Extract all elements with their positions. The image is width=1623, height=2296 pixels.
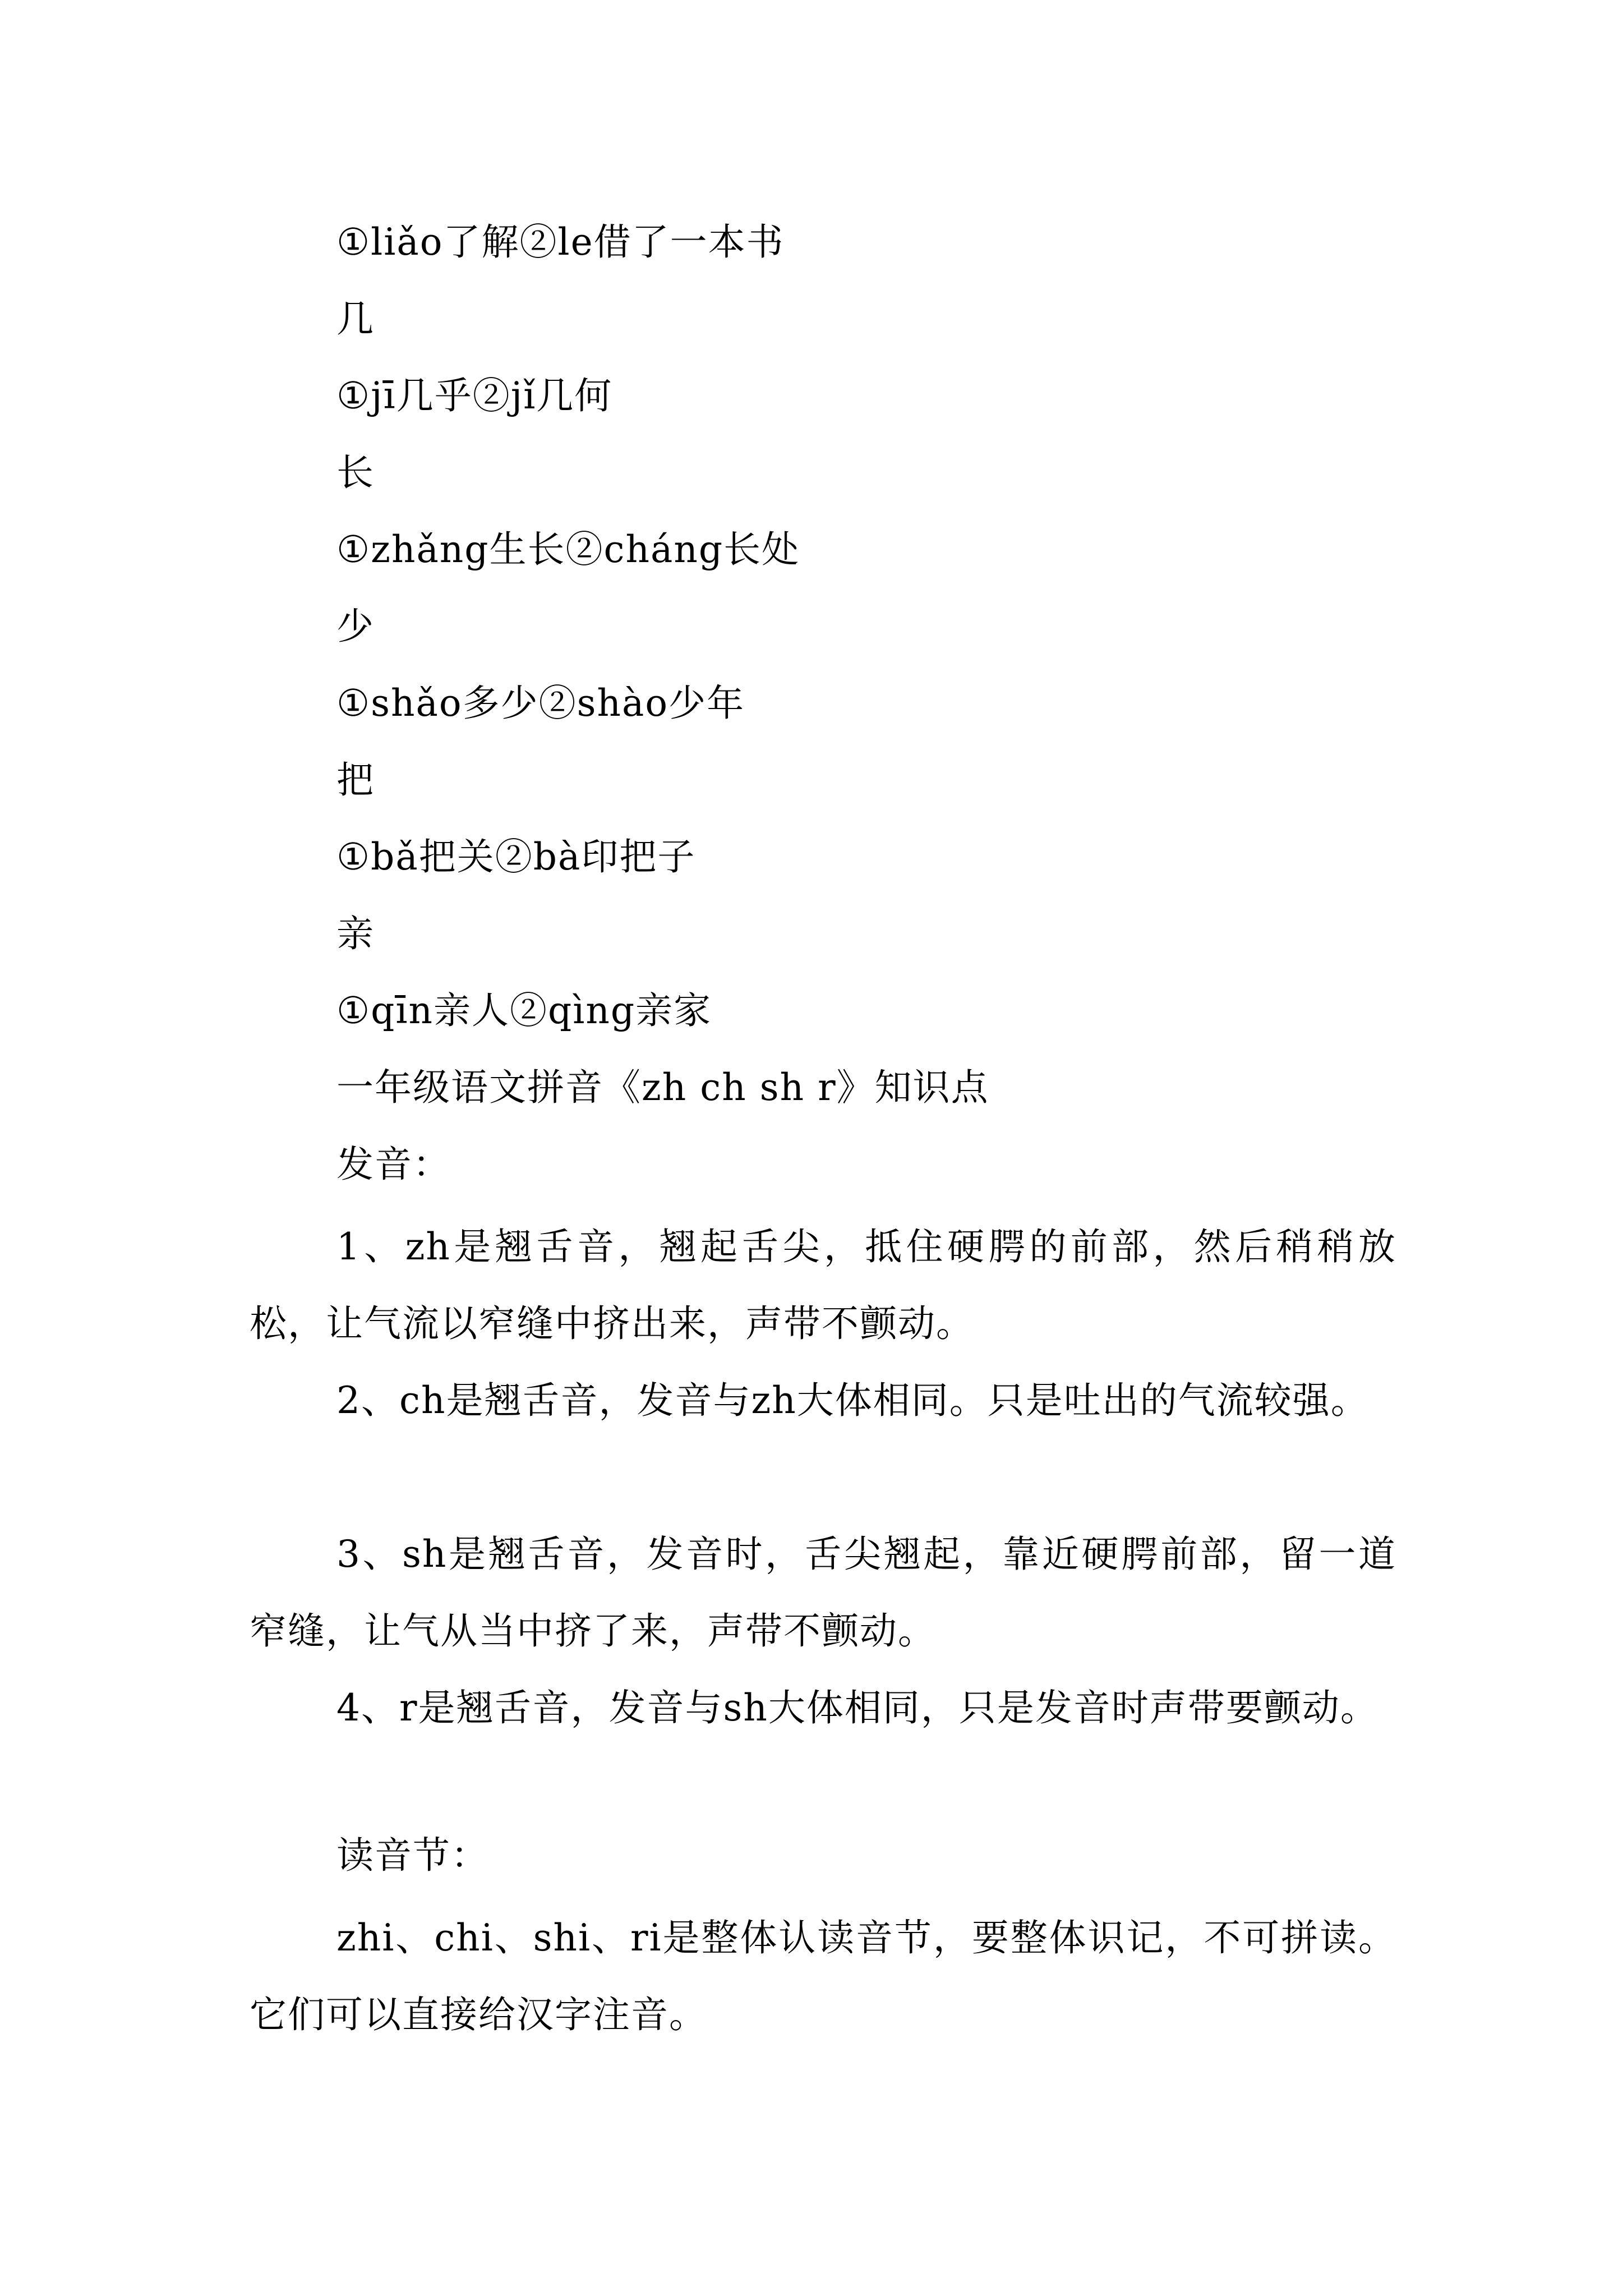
text-line: ①zhǎng生长②cháng长处 — [336, 528, 800, 571]
text-line: 几 — [336, 297, 375, 341]
paragraph: 4、r是翘舌音，发音与sh大体相同，只是发音时声带要颤动。 — [336, 1686, 1378, 1729]
text-line: ①shǎo多少②shào少年 — [336, 682, 745, 725]
text-line: 长 — [336, 451, 375, 494]
subsection-label: 读音节： — [336, 1834, 489, 1877]
text-line: 少 — [336, 605, 375, 648]
text-line: ①liǎo了解②le借了一本书 — [336, 220, 785, 264]
section-heading: 一年级语文拼音《zh ch sh r》知识点 — [336, 1066, 989, 1109]
text-line: ①jī几乎②jǐ几何 — [336, 374, 613, 417]
paragraph: 3、sh是翘舌音，发音时，舌尖翘起，靠近硬腭前部，留一道窄缝，让气从当中挤了来，声带不颤动。 — [250, 1533, 1396, 1653]
paragraph: 2、ch是翘舌音，发音与zh大体相同。只是吐出的气流较强。 — [336, 1379, 1369, 1422]
text-line: ①qīn亲人②qìng亲家 — [336, 989, 712, 1032]
text-line: ①bǎ把关②bà印把子 — [336, 835, 696, 878]
paragraph: 1、zh是翘舌音，翘起舌尖，抵住硬腭的前部，然后稍稍放松，让气流以窄缝中挤出来，声带不颤动。 — [250, 1225, 1396, 1345]
paragraph: zhi、chi、shi、ri是整体认读音节，要整体识记，不可拼读。它们可以直接给汉字注音。 — [250, 1916, 1396, 2036]
subsection-label: 发音： — [336, 1143, 451, 1186]
text-line: 把 — [336, 758, 375, 802]
text-line: 亲 — [336, 912, 375, 955]
